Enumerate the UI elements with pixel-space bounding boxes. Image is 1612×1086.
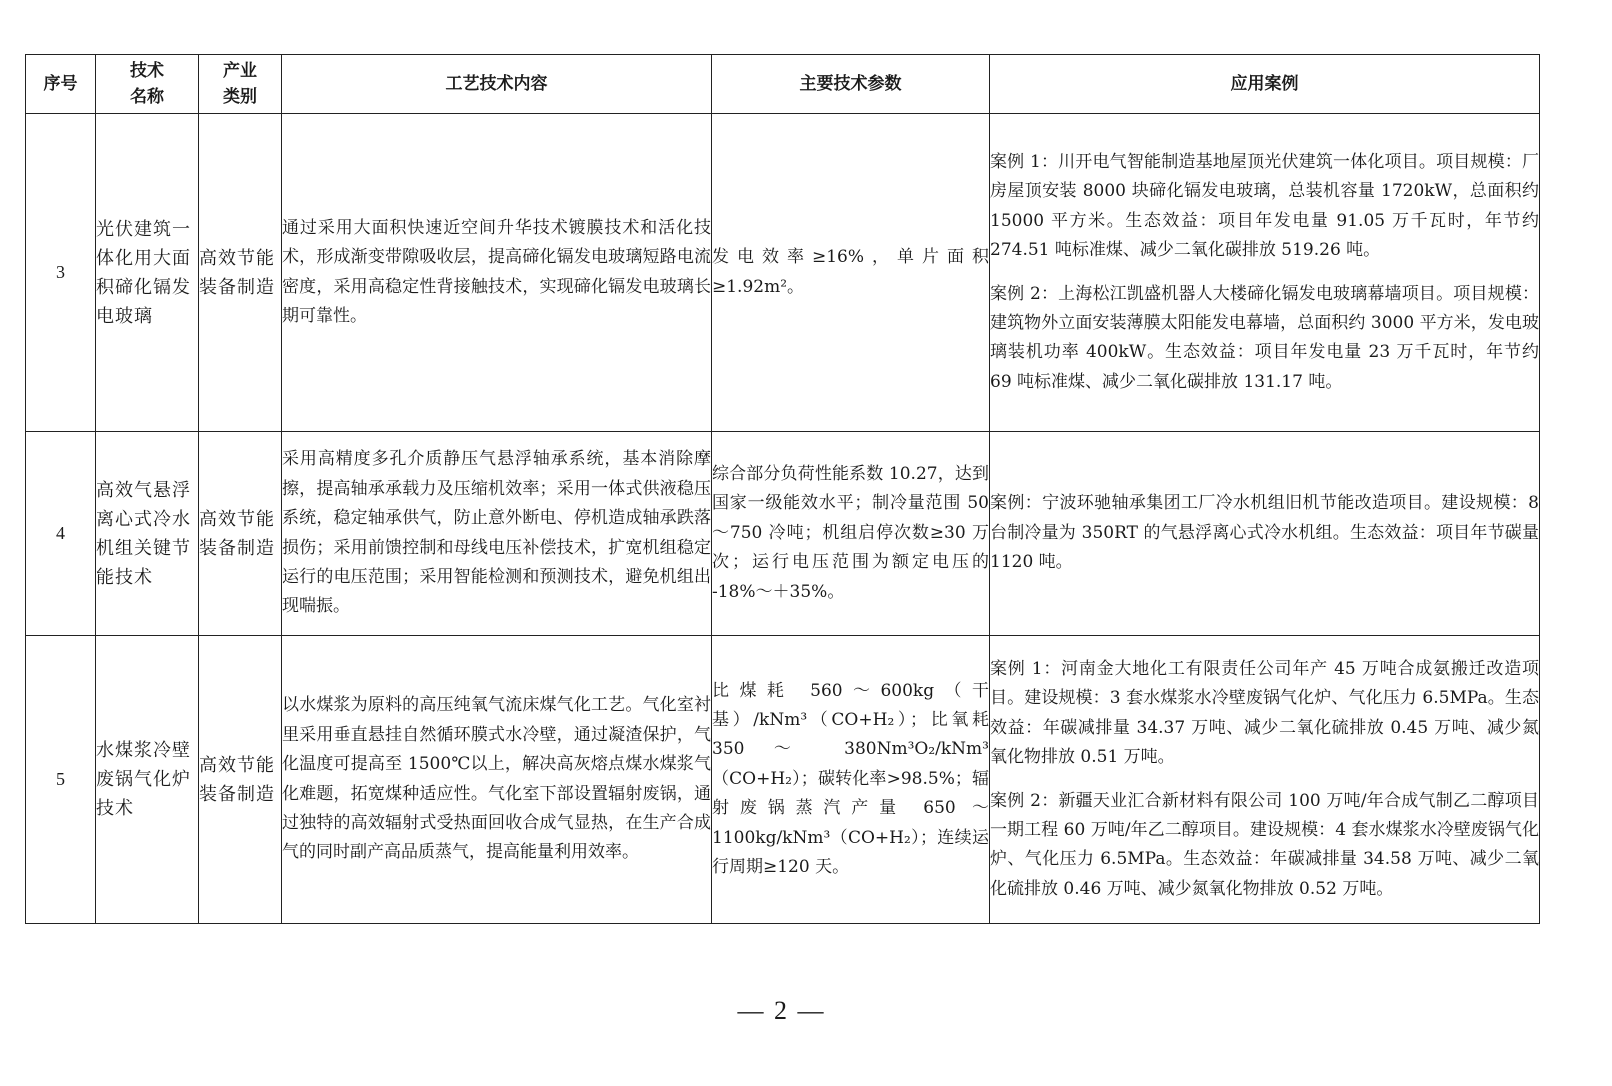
header-params: 主要技术参数 [712,55,990,114]
row-number: 4 [26,432,96,636]
page-number: — 2 — [737,996,826,1025]
table-row [26,636,1540,924]
main-params: 比煤耗 560～600kg（干基）/kNm³（CO+H₂）；比氧耗 350 ～ 380Nm³O₂/kNm³（CO+H₂）；碳转化率>98.5%；辐射废锅蒸汽产量 650 ～ 1100kg/kNm³（CO+H₂）；连续运行周期≥120 天。 [712,636,990,924]
tech-name: 高效气悬浮离心式冷水机组关键节能技术 [96,432,199,636]
header-no: 序号 [26,55,96,114]
header-tech-name-line2: 名称 [130,87,164,107]
header-industry-line1: 产业 [223,61,257,81]
process-content: 通过采用大面积快速近空间升华技术镀膜技术和活化技术，形成渐变带隙吸收层，提高碲化镉发电玻璃短路电流密度，采用高稳定性背接触技术，实现碲化镉发电玻璃长期可靠性。 [282,114,712,432]
case-item: 案例 1：川开电气智能制造基地屋顶光伏建筑一体化项目。项目规模：厂房屋顶安装 8000 块碲化镉发电玻璃，总装机容量 1720kW，总面积约 15000 平方米。生态效益：项目年发电量 91.05 万千瓦时，年节约 274.51 吨标准煤、减少二氧化碳排放 519.26 吨。 [990,151,1539,261]
technology-table [25,54,1540,924]
header-tech-name-line1: 技术 [130,61,164,81]
case-item: 案例 2：上海松江凯盛机器人大楼碲化镉发电玻璃幕墙项目。项目规模：建筑物外立面安装薄膜太阳能发电幕墙，总面积约 3000 平方米，发电玻璃装机功率 400kW。生态效益：项目年发电量 23 万千瓦时，年节约 69 吨标准煤、减少二氧化碳排放 131.17 吨。 [990,283,1539,392]
row-number: 3 [26,114,96,432]
industry-category: 高效节能装备制造 [199,114,282,432]
case-item: 案例 1：河南金大地化工有限责任公司年产 45 万吨合成氨搬迁改造项目。建设规模：3 套水煤浆水冷壁废锅气化炉、气化压力 6.5MPa。生态效益：年碳减排量 34.37 万吨、减少二氧化硫排放 0.45 万吨、减少氮氧化物排放 0.51 万吨。 [990,658,1539,768]
header-process: 工艺技术内容 [282,55,712,114]
main-params: 综合部分负荷性能系数 10.27，达到国家一级能效水平；制冷量范围 50～750 冷吨；机组启停次数≥30 万次；运行电压范围为额定电压的 -18%～＋35%。 [712,432,990,636]
table-row [26,432,1540,636]
table-row [26,114,1540,432]
tech-name: 水煤浆冷壁废锅气化炉技术 [96,636,199,924]
case-item: 案例：宁波环驰轴承集团工厂冷水机组旧机节能改造项目。建设规模：8 台制冷量为 350RT 的气悬浮离心式冷水机组。生态效益：项目年节碳量 1120 吨。 [990,493,1539,573]
industry-category: 高效节能装备制造 [199,636,282,924]
industry-category: 高效节能装备制造 [199,432,282,636]
row-number: 5 [26,636,96,924]
header-cases: 应用案例 [990,55,1540,114]
main-params: 发电效率≥16%，单片面积≥1.92m²。 [712,114,990,432]
process-content: 采用高精度多孔介质静压气悬浮轴承系统，基本消除摩擦，提高轴承承载力及压缩机效率；采用一体式供液稳压系统，稳定轴承供气，防止意外断电、停机造成轴承跌落损伤；采用前馈控制和母线电压补偿技术，扩宽机组稳定运行的电压范围；采用智能检测和预测技术，避免机组出现喘振。 [282,432,712,636]
application-cases [990,432,1540,636]
header-tech-name [96,55,199,114]
header-industry [199,55,282,114]
case-item: 案例 2：新疆天业汇合新材料有限公司 100 万吨/年合成气制乙二醇项目一期工程 60 万吨/年乙二醇项目。建设规模：4 套水煤浆水冷壁废锅气化炉、气化压力 6.5MPa。生态效益：年碳减排量 34.58 万吨、减少二氧化硫排放 0.46 万吨、减少氮氧化物排放 0.52 万吨。 [990,790,1539,899]
application-cases [990,636,1540,924]
tech-name: 光伏建筑一体化用大面积碲化镉发电玻璃 [96,114,199,432]
header-row [26,55,1540,114]
case-spacer [990,773,1539,787]
application-cases [990,114,1540,432]
process-content: 以水煤浆为原料的高压纯氧气流床煤气化工艺。气化室衬里采用垂直悬挂自然循环膜式水冷壁，通过凝渣保护，气化温度可提高至 1500℃以上，解决高灰熔点煤水煤浆气化难题，拓宽煤种适应性。气化室下部设置辐射废锅，通过独特的高效辐射式受热面回收合成气显热，在生产合成气的同时副产高品质蒸气，提高能量利用效率。 [282,636,712,924]
case-spacer [990,266,1539,280]
header-industry-line2: 类别 [223,87,257,107]
